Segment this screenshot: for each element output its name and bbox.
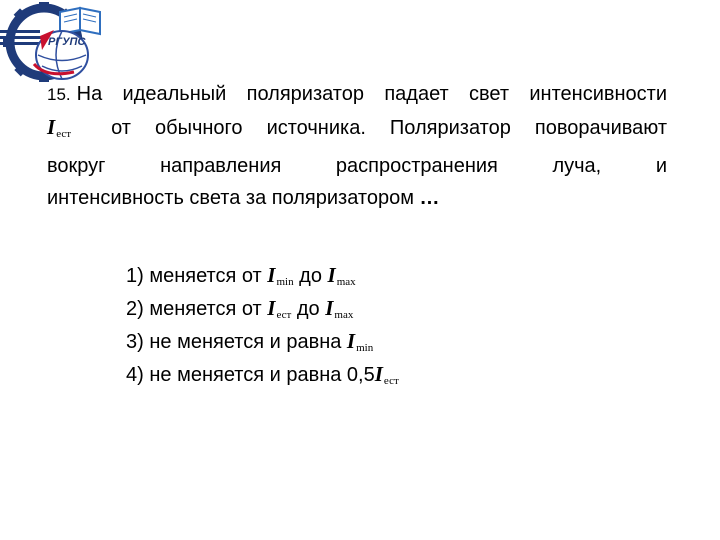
option-text: до [293,265,328,287]
intensity-subscript: min [356,342,374,354]
intensity-symbol: I [327,263,336,287]
question-text [47,78,667,214]
question-number: 15. [47,85,71,104]
logo-text: РГУПС [48,36,86,48]
intensity-subscript: max [336,276,356,288]
intensity-symbol: I [267,263,276,287]
intensity-symbol: I [374,362,383,386]
option-text: 3) не меняется и равна [126,331,347,353]
intensity-subscript: ест [56,128,72,140]
intensity-subscript: ест [276,309,292,321]
answer-options [126,260,399,392]
question-line-2 [47,111,667,150]
intensity-subscript: ест [383,375,399,387]
question-line-1-text: На идеальный поляризатор падает свет интенсивности [76,83,667,105]
answer-option-2[interactable] [126,293,399,326]
question-line-2-text: от обычного источника. Поляризатор поворачивают [111,117,667,139]
question-line-4-text: интенсивность света за поляризатором [47,187,414,209]
option-text: до [291,298,326,320]
question-line-3: вокруг направления распространения луча, и [47,155,667,177]
book-icon [60,8,100,34]
option-text: 2) меняется от [126,298,268,320]
university-logo [0,0,108,84]
speed-lines-icon [0,30,44,45]
intensity-symbol: I [267,296,276,320]
answer-option-4[interactable] [126,359,399,392]
option-text: 1) меняется от [126,265,268,287]
intensity-symbol: I [346,329,356,353]
intensity-subscript: max [334,309,354,321]
answer-option-3[interactable] [126,326,399,359]
question-ellipsis: … [419,187,441,209]
intensity-subscript: min [276,276,294,288]
intensity-symbol: I [47,115,56,139]
answer-option-1[interactable] [126,260,399,293]
question-line-4 [47,182,667,214]
intensity-symbol: I [325,296,334,320]
option-text: 4) не меняется и равна 0,5 [126,364,375,386]
question-line-1 [47,78,667,111]
